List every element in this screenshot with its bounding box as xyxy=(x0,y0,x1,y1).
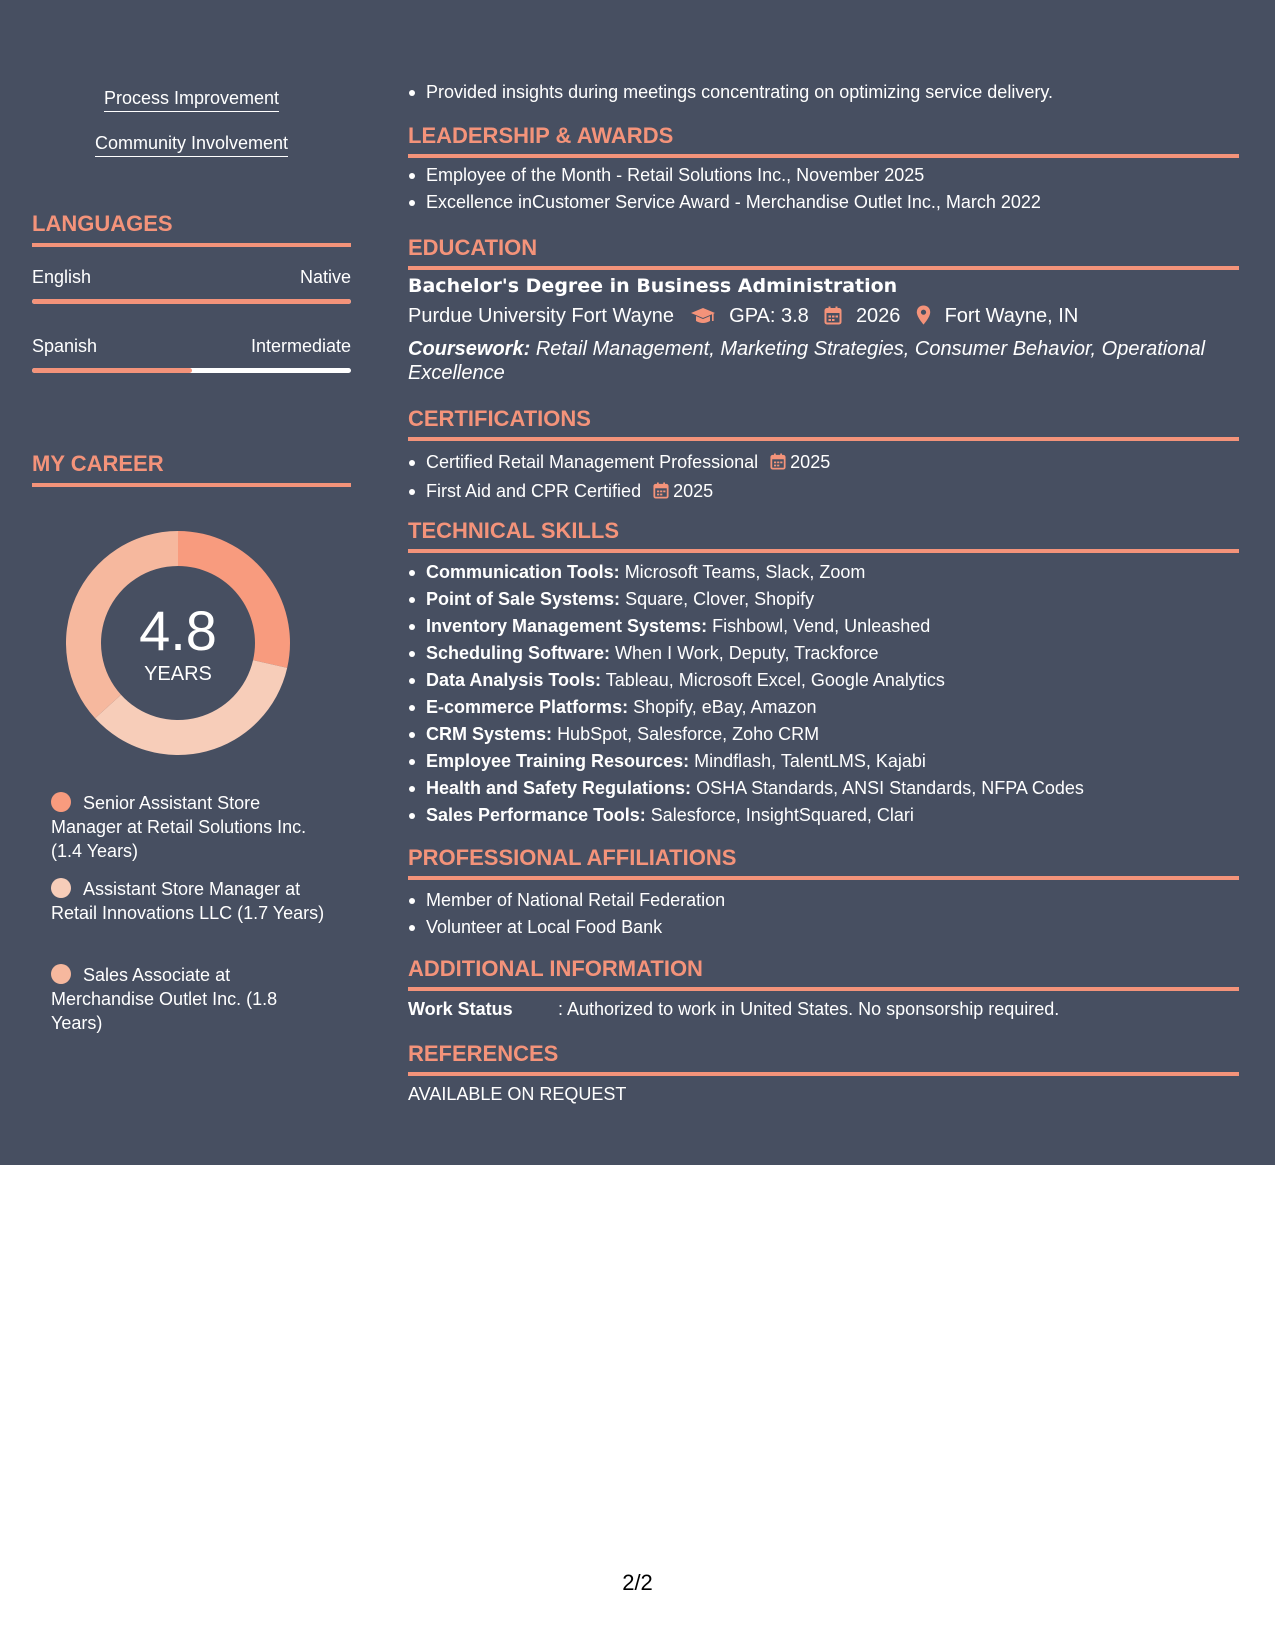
legend-dot-icon xyxy=(51,964,71,984)
technical-skill-label: Scheduling Software: xyxy=(426,643,611,663)
work-status-row xyxy=(408,999,1059,1020)
technical-skill-value: Mindflash, TalentLMS, Kajabi xyxy=(694,751,926,771)
career-legend-item xyxy=(51,877,331,925)
education-location: Fort Wayne, IN xyxy=(944,305,1079,327)
career-legend-label: Assistant Store Manager at Retail Innovations LLC (1.7 Years) xyxy=(51,879,325,923)
education-gpa: GPA: 3.8 xyxy=(729,305,809,327)
work-status-value: : Authorized to work in United States. No sponsorship required. xyxy=(558,999,1060,1019)
education-degree: Bachelor's Degree in Business Administration xyxy=(408,275,898,297)
affiliations-heading: PROFESSIONAL AFFILIATIONS xyxy=(408,845,1239,880)
technical-skill-label: Employee Training Resources: xyxy=(426,751,690,771)
legend-dot-icon xyxy=(51,878,71,898)
affiliations-list xyxy=(408,887,1239,941)
certification-name: First Aid and CPR Certified xyxy=(426,481,642,501)
list-item: Volunteer at Local Food Bank xyxy=(408,914,1239,941)
technical-skills-heading: TECHNICAL SKILLS xyxy=(408,518,1239,553)
language-proficiency-bar xyxy=(32,368,351,373)
technical-skill-label: Sales Performance Tools: xyxy=(426,805,646,825)
certifications-list xyxy=(408,449,1239,507)
certifications-heading: CERTIFICATIONS xyxy=(408,406,1239,441)
leadership-heading: LEADERSHIP & AWARDS xyxy=(408,123,1239,158)
technical-skill-item xyxy=(408,559,1239,586)
technical-skill-label: CRM Systems: xyxy=(426,724,553,744)
technical-skill-value: Fishbowl, Vend, Unleashed xyxy=(712,616,931,636)
certification-name: Certified Retail Management Professional xyxy=(426,452,759,472)
career-heading: MY CAREER xyxy=(32,451,351,487)
list-item xyxy=(408,449,1239,478)
education-heading: EDUCATION xyxy=(408,235,1239,270)
calendar-icon xyxy=(824,306,842,331)
list-item: Employee of the Month - Retail Solutions Inc., November 2025 xyxy=(408,162,1239,189)
location-pin-icon xyxy=(916,305,931,331)
technical-skill-item xyxy=(408,586,1239,613)
additional-info-heading: ADDITIONAL INFORMATION xyxy=(408,956,1239,991)
experience-tail-list xyxy=(408,79,1239,106)
language-proficiency-bar xyxy=(32,299,351,304)
career-legend-label: Senior Assistant Store Manager at Retail Solutions Inc. (1.4 Years) xyxy=(51,793,307,861)
technical-skill-label: Data Analysis Tools: xyxy=(426,670,602,690)
career-total-value: 4.8 xyxy=(139,599,217,662)
references-text: AVAILABLE ON REQUEST xyxy=(408,1084,627,1104)
technical-skill-item xyxy=(408,613,1239,640)
language-name: Spanish xyxy=(32,336,98,356)
technical-skill-value: OSHA Standards, ANSI Standards, NFPA Codes xyxy=(696,778,1084,798)
technical-skill-item xyxy=(408,694,1239,721)
certification-year: 2025 xyxy=(673,481,714,501)
technical-skill-label: Communication Tools: xyxy=(426,562,620,582)
language-proficiency-fill xyxy=(32,299,351,304)
list-item xyxy=(408,478,1239,507)
technical-skill-label: Point of Sale Systems: xyxy=(426,589,621,609)
technical-skill-item xyxy=(408,775,1239,802)
calendar-icon xyxy=(653,480,669,507)
technical-skill-value: Microsoft Teams, Slack, Zoom xyxy=(624,562,866,582)
list-item: Member of National Retail Federation xyxy=(408,887,1239,914)
technical-skill-item xyxy=(408,721,1239,748)
page-number: 2/2 xyxy=(622,1570,653,1595)
language-name: English xyxy=(32,267,92,287)
technical-skill-value: Salesforce, InsightSquared, Clari xyxy=(650,805,914,825)
certification-year: 2025 xyxy=(790,452,831,472)
technical-skill-label: Inventory Management Systems: xyxy=(426,616,708,636)
technical-skill-value: Shopify, eBay, Amazon xyxy=(633,697,817,717)
coursework-label: Coursework: xyxy=(408,338,531,360)
technical-skill-item xyxy=(408,667,1239,694)
language-level: Intermediate xyxy=(250,336,351,356)
skill-community-involvement xyxy=(32,133,351,154)
technical-skill-value: HubSpot, Salesforce, Zoho CRM xyxy=(557,724,820,744)
coursework-text: Retail Management, Marketing Strategies, Consumer Behavior, Operational Excellence xyxy=(408,338,1206,384)
language-level: Native xyxy=(299,267,351,287)
skill-label: Process Improvement xyxy=(104,88,279,112)
list-item: Provided insights during meetings concentrating on optimizing service delivery. xyxy=(408,79,1239,106)
career-legend-item xyxy=(51,791,331,863)
list-item: Excellence inCustomer Service Award - Merchandise Outlet Inc., March 2022 xyxy=(408,189,1239,216)
technical-skill-label: E-commerce Platforms: xyxy=(426,697,629,717)
technical-skill-item xyxy=(408,640,1239,667)
technical-skill-item xyxy=(408,748,1239,775)
skill-label: Community Involvement xyxy=(95,133,288,157)
education-year: 2026 xyxy=(855,305,901,327)
education-school: Purdue University Fort Wayne xyxy=(408,305,675,327)
career-donut-chart xyxy=(66,531,290,755)
technical-skill-value: Tableau, Microsoft Excel, Google Analytics xyxy=(605,670,945,690)
career-legend-label: Sales Associate at Merchandise Outlet Inc. (1.8 Years) xyxy=(51,965,278,1033)
leadership-list xyxy=(408,162,1239,216)
calendar-icon xyxy=(770,451,786,478)
education-details xyxy=(408,305,1078,331)
languages-heading: LANGUAGES xyxy=(32,211,351,247)
education-coursework xyxy=(408,337,1239,385)
graduation-cap-icon xyxy=(690,307,716,331)
technical-skill-item xyxy=(408,802,1239,829)
technical-skill-value: When I Work, Deputy, Trackforce xyxy=(615,643,879,663)
career-legend-item xyxy=(51,963,331,1035)
skill-process-improvement xyxy=(32,88,351,109)
language-proficiency-fill xyxy=(32,368,192,373)
legend-dot-icon xyxy=(51,792,71,812)
career-total-unit: YEARS xyxy=(144,663,212,685)
work-status-label: Work Status xyxy=(408,999,513,1019)
references-heading: REFERENCES xyxy=(408,1041,1239,1076)
technical-skill-value: Square, Clover, Shopify xyxy=(625,589,815,609)
technical-skill-label: Health and Safety Regulations: xyxy=(426,778,692,798)
technical-skills-list xyxy=(408,559,1239,829)
